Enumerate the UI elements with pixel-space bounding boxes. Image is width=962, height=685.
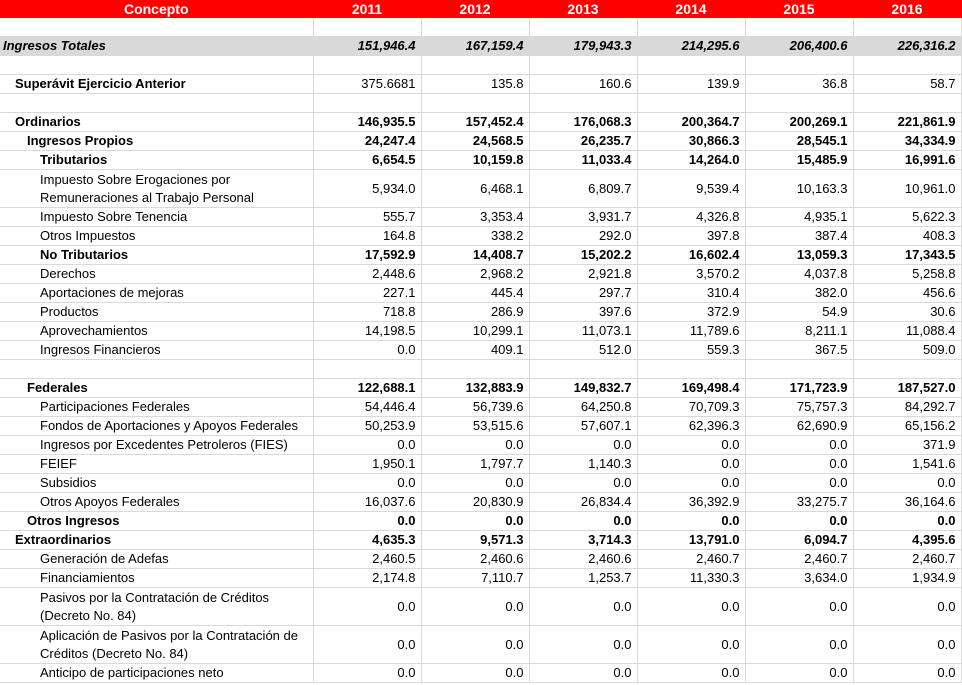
value-cell: 13,791.0 xyxy=(637,531,745,550)
header-year: 2011 xyxy=(313,0,421,18)
value-cell: 10,163.3 xyxy=(745,170,853,208)
value-cell: 146,935.5 xyxy=(313,113,421,132)
row-label: Otros Impuestos xyxy=(0,227,313,246)
value-cell: 0.0 xyxy=(637,455,745,474)
value-cell: 4,395.6 xyxy=(853,531,961,550)
value-cell: 26,235.7 xyxy=(529,132,637,151)
empty-cell xyxy=(529,360,637,379)
empty-cell xyxy=(529,94,637,113)
table-row xyxy=(0,436,961,455)
value-cell: 36.8 xyxy=(745,75,853,94)
value-cell: 54.9 xyxy=(745,303,853,322)
value-cell: 3,931.7 xyxy=(529,208,637,227)
value-cell: 54,446.4 xyxy=(313,398,421,417)
row-label: Ingresos Totales xyxy=(0,37,313,56)
value-cell: 24,568.5 xyxy=(421,132,529,151)
value-cell: 16,991.6 xyxy=(853,151,961,170)
value-cell: 2,174.8 xyxy=(313,569,421,588)
value-cell: 62,396.3 xyxy=(637,417,745,436)
value-cell: 0.0 xyxy=(745,455,853,474)
value-cell: 2,448.6 xyxy=(313,265,421,284)
row-label: Superávit Ejercicio Anterior xyxy=(0,75,313,94)
row-label: Extraordinarios xyxy=(0,531,313,550)
row-label: Otros Apoyos Federales xyxy=(0,493,313,512)
value-cell: 1,950.1 xyxy=(313,455,421,474)
row-label: Participaciones Federales xyxy=(0,398,313,417)
value-cell: 214,295.6 xyxy=(637,37,745,56)
table-row xyxy=(0,512,961,531)
value-cell: 0.0 xyxy=(637,474,745,493)
row-label: No Tributarios xyxy=(0,246,313,265)
value-cell: 4,037.8 xyxy=(745,265,853,284)
value-cell: 0.0 xyxy=(313,341,421,360)
value-cell: 0.0 xyxy=(313,626,421,664)
value-cell: 0.0 xyxy=(853,588,961,626)
value-cell: 1,253.7 xyxy=(529,569,637,588)
value-cell: 2,460.7 xyxy=(637,550,745,569)
value-cell: 122,688.1 xyxy=(313,379,421,398)
value-cell: 375.6681 xyxy=(313,75,421,94)
value-cell: 169,498.4 xyxy=(637,379,745,398)
value-cell: 11,330.3 xyxy=(637,569,745,588)
table-row xyxy=(0,284,961,303)
header-row xyxy=(0,0,961,18)
value-cell: 0.0 xyxy=(745,588,853,626)
value-cell: 0.0 xyxy=(745,474,853,493)
empty-cell xyxy=(529,18,637,37)
value-cell: 286.9 xyxy=(421,303,529,322)
value-cell: 0.0 xyxy=(421,626,529,664)
table-row xyxy=(0,569,961,588)
value-cell: 7,110.7 xyxy=(421,569,529,588)
value-cell: 397.6 xyxy=(529,303,637,322)
value-cell: 11,789.6 xyxy=(637,322,745,341)
value-cell: 5,622.3 xyxy=(853,208,961,227)
value-cell: 58.7 xyxy=(853,75,961,94)
row-label: Pasivos por la Contratación de Créditos (Decreto No. 84) xyxy=(0,588,313,626)
value-cell: 8,211.1 xyxy=(745,322,853,341)
value-cell: 62,690.9 xyxy=(745,417,853,436)
value-cell: 14,264.0 xyxy=(637,151,745,170)
value-cell: 75,757.3 xyxy=(745,398,853,417)
value-cell: 24,247.4 xyxy=(313,132,421,151)
value-cell: 0.0 xyxy=(313,588,421,626)
empty-cell xyxy=(313,56,421,75)
value-cell: 135.8 xyxy=(421,75,529,94)
header-concepto: Concepto xyxy=(0,0,313,18)
value-cell: 382.0 xyxy=(745,284,853,303)
row-label: Ordinarios xyxy=(0,113,313,132)
value-cell: 57,607.1 xyxy=(529,417,637,436)
value-cell: 0.0 xyxy=(637,664,745,683)
table-row xyxy=(0,227,961,246)
row-label: Ingresos por Excedentes Petroleros (FIES) xyxy=(0,436,313,455)
empty-cell xyxy=(745,56,853,75)
row-label: FEIEF xyxy=(0,455,313,474)
value-cell: 1,140.3 xyxy=(529,455,637,474)
value-cell: 17,343.5 xyxy=(853,246,961,265)
table-row xyxy=(0,265,961,284)
value-cell: 292.0 xyxy=(529,227,637,246)
value-cell: 84,292.7 xyxy=(853,398,961,417)
value-cell: 0.0 xyxy=(637,512,745,531)
value-cell: 397.8 xyxy=(637,227,745,246)
value-cell: 151,946.4 xyxy=(313,37,421,56)
value-cell: 367.5 xyxy=(745,341,853,360)
row-label: Impuesto Sobre Erogaciones por Remuneraciones al Trabajo Personal xyxy=(0,170,313,208)
table-row xyxy=(0,417,961,436)
value-cell: 16,037.6 xyxy=(313,493,421,512)
table-row xyxy=(0,132,961,151)
table-row xyxy=(0,588,961,626)
value-cell: 10,159.8 xyxy=(421,151,529,170)
value-cell: 4,326.8 xyxy=(637,208,745,227)
value-cell: 555.7 xyxy=(313,208,421,227)
value-cell: 512.0 xyxy=(529,341,637,360)
value-cell: 206,400.6 xyxy=(745,37,853,56)
spacer-row xyxy=(0,56,961,75)
header-year: 2015 xyxy=(745,0,853,18)
value-cell: 15,202.2 xyxy=(529,246,637,265)
table-row xyxy=(0,626,961,664)
row-label: Otros Ingresos xyxy=(0,512,313,531)
value-cell: 34,334.9 xyxy=(853,132,961,151)
value-cell: 0.0 xyxy=(421,474,529,493)
value-cell: 445.4 xyxy=(421,284,529,303)
value-cell: 3,570.2 xyxy=(637,265,745,284)
table-row xyxy=(0,341,961,360)
value-cell: 0.0 xyxy=(421,664,529,683)
table-row xyxy=(0,322,961,341)
value-cell: 160.6 xyxy=(529,75,637,94)
value-cell: 6,468.1 xyxy=(421,170,529,208)
value-cell: 0.0 xyxy=(421,512,529,531)
value-cell: 4,635.3 xyxy=(313,531,421,550)
value-cell: 2,460.7 xyxy=(745,550,853,569)
empty-cell xyxy=(637,94,745,113)
table-row xyxy=(0,113,961,132)
value-cell: 0.0 xyxy=(637,436,745,455)
spacer-row xyxy=(0,18,961,37)
value-cell: 50,253.9 xyxy=(313,417,421,436)
value-cell: 0.0 xyxy=(745,436,853,455)
header-year: 2014 xyxy=(637,0,745,18)
value-cell: 30,866.3 xyxy=(637,132,745,151)
value-cell: 10,961.0 xyxy=(853,170,961,208)
value-cell: 0.0 xyxy=(313,512,421,531)
value-cell: 2,460.7 xyxy=(853,550,961,569)
table-row xyxy=(0,151,961,170)
value-cell: 164.8 xyxy=(313,227,421,246)
value-cell: 718.8 xyxy=(313,303,421,322)
value-cell: 5,258.8 xyxy=(853,265,961,284)
value-cell: 139.9 xyxy=(637,75,745,94)
value-cell: 372.9 xyxy=(637,303,745,322)
header-year: 2013 xyxy=(529,0,637,18)
value-cell: 167,159.4 xyxy=(421,37,529,56)
empty-cell xyxy=(421,94,529,113)
value-cell: 26,834.4 xyxy=(529,493,637,512)
value-cell: 187,527.0 xyxy=(853,379,961,398)
value-cell: 6,654.5 xyxy=(313,151,421,170)
value-cell: 221,861.9 xyxy=(853,113,961,132)
value-cell: 2,968.2 xyxy=(421,265,529,284)
value-cell: 200,364.7 xyxy=(637,113,745,132)
value-cell: 0.0 xyxy=(529,436,637,455)
row-label: Aprovechamientos xyxy=(0,322,313,341)
value-cell: 0.0 xyxy=(529,474,637,493)
spacer-row xyxy=(0,360,961,379)
table-row xyxy=(0,246,961,265)
row-label: Generación de Adefas xyxy=(0,550,313,569)
value-cell: 53,515.6 xyxy=(421,417,529,436)
value-cell: 9,571.3 xyxy=(421,531,529,550)
table-row xyxy=(0,303,961,322)
value-cell: 65,156.2 xyxy=(853,417,961,436)
value-cell: 36,392.9 xyxy=(637,493,745,512)
table-row xyxy=(0,531,961,550)
empty-cell xyxy=(853,18,961,37)
value-cell: 149,832.7 xyxy=(529,379,637,398)
value-cell: 3,353.4 xyxy=(421,208,529,227)
value-cell: 3,634.0 xyxy=(745,569,853,588)
row-label: Fondos de Aportaciones y Apoyos Federales xyxy=(0,417,313,436)
value-cell: 0.0 xyxy=(421,436,529,455)
empty-cell xyxy=(745,18,853,37)
row-label: Federales xyxy=(0,379,313,398)
value-cell: 0.0 xyxy=(637,626,745,664)
value-cell: 2,460.6 xyxy=(421,550,529,569)
value-cell: 2,460.5 xyxy=(313,550,421,569)
value-cell: 0.0 xyxy=(745,664,853,683)
row-label: Productos xyxy=(0,303,313,322)
value-cell: 33,275.7 xyxy=(745,493,853,512)
value-cell: 0.0 xyxy=(853,664,961,683)
empty-cell xyxy=(745,94,853,113)
value-cell: 0.0 xyxy=(853,474,961,493)
value-cell: 1,934.9 xyxy=(853,569,961,588)
value-cell: 0.0 xyxy=(313,664,421,683)
empty-cell xyxy=(313,360,421,379)
value-cell: 14,198.5 xyxy=(313,322,421,341)
value-cell: 559.3 xyxy=(637,341,745,360)
empty-cell xyxy=(853,360,961,379)
value-cell: 0.0 xyxy=(421,588,529,626)
row-label: Aportaciones de mejoras xyxy=(0,284,313,303)
header-year: 2016 xyxy=(853,0,961,18)
table-row xyxy=(0,75,961,94)
value-cell: 64,250.8 xyxy=(529,398,637,417)
row-label: Ingresos Propios xyxy=(0,132,313,151)
table-row xyxy=(0,170,961,208)
empty-cell xyxy=(637,360,745,379)
value-cell: 409.1 xyxy=(421,341,529,360)
value-cell: 2,460.6 xyxy=(529,550,637,569)
value-cell: 30.6 xyxy=(853,303,961,322)
value-cell: 17,592.9 xyxy=(313,246,421,265)
value-cell: 10,299.1 xyxy=(421,322,529,341)
value-cell: 14,408.7 xyxy=(421,246,529,265)
value-cell: 338.2 xyxy=(421,227,529,246)
value-cell: 0.0 xyxy=(313,474,421,493)
value-cell: 0.0 xyxy=(745,626,853,664)
empty-cell xyxy=(0,18,313,37)
value-cell: 28,545.1 xyxy=(745,132,853,151)
value-cell: 4,935.1 xyxy=(745,208,853,227)
value-cell: 13,059.3 xyxy=(745,246,853,265)
value-cell: 171,723.9 xyxy=(745,379,853,398)
value-cell: 0.0 xyxy=(637,588,745,626)
value-cell: 70,709.3 xyxy=(637,398,745,417)
table-row xyxy=(0,493,961,512)
spacer-row xyxy=(0,94,961,113)
value-cell: 0.0 xyxy=(529,664,637,683)
table-row xyxy=(0,37,961,56)
value-cell: 20,830.9 xyxy=(421,493,529,512)
table-row xyxy=(0,550,961,569)
value-cell: 5,934.0 xyxy=(313,170,421,208)
empty-cell xyxy=(421,18,529,37)
value-cell: 408.3 xyxy=(853,227,961,246)
value-cell: 310.4 xyxy=(637,284,745,303)
row-label: Tributarios xyxy=(0,151,313,170)
empty-cell xyxy=(853,94,961,113)
value-cell: 297.7 xyxy=(529,284,637,303)
table-row xyxy=(0,474,961,493)
empty-cell xyxy=(421,56,529,75)
value-cell: 6,809.7 xyxy=(529,170,637,208)
empty-cell xyxy=(637,56,745,75)
header-year: 2012 xyxy=(421,0,529,18)
value-cell: 56,739.6 xyxy=(421,398,529,417)
value-cell: 0.0 xyxy=(313,436,421,455)
row-label: Ingresos Financieros xyxy=(0,341,313,360)
row-label: Financiamientos xyxy=(0,569,313,588)
empty-cell xyxy=(0,360,313,379)
value-cell: 200,269.1 xyxy=(745,113,853,132)
value-cell: 2,921.8 xyxy=(529,265,637,284)
value-cell: 16,602.4 xyxy=(637,246,745,265)
row-label: Anticipo de participaciones neto xyxy=(0,664,313,683)
value-cell: 9,539.4 xyxy=(637,170,745,208)
value-cell: 36,164.6 xyxy=(853,493,961,512)
value-cell: 387.4 xyxy=(745,227,853,246)
row-label: Derechos xyxy=(0,265,313,284)
value-cell: 1,797.7 xyxy=(421,455,529,474)
value-cell: 0.0 xyxy=(745,512,853,531)
value-cell: 11,088.4 xyxy=(853,322,961,341)
table-row xyxy=(0,455,961,474)
value-cell: 179,943.3 xyxy=(529,37,637,56)
value-cell: 132,883.9 xyxy=(421,379,529,398)
value-cell: 176,068.3 xyxy=(529,113,637,132)
table-body xyxy=(0,18,961,683)
value-cell: 11,073.1 xyxy=(529,322,637,341)
empty-cell xyxy=(313,94,421,113)
empty-cell xyxy=(313,18,421,37)
value-cell: 456.6 xyxy=(853,284,961,303)
value-cell: 11,033.4 xyxy=(529,151,637,170)
empty-cell xyxy=(0,94,313,113)
table-row xyxy=(0,379,961,398)
value-cell: 0.0 xyxy=(853,626,961,664)
table-row xyxy=(0,664,961,683)
row-label: Subsidios xyxy=(0,474,313,493)
value-cell: 371.9 xyxy=(853,436,961,455)
table-row xyxy=(0,208,961,227)
value-cell: 157,452.4 xyxy=(421,113,529,132)
row-label: Aplicación de Pasivos por la Contratación de Créditos (Decreto No. 84) xyxy=(0,626,313,664)
empty-cell xyxy=(745,360,853,379)
empty-cell xyxy=(421,360,529,379)
value-cell: 0.0 xyxy=(529,626,637,664)
value-cell: 227.1 xyxy=(313,284,421,303)
table-row xyxy=(0,398,961,417)
value-cell: 0.0 xyxy=(529,588,637,626)
value-cell: 0.0 xyxy=(853,512,961,531)
value-cell: 1,541.6 xyxy=(853,455,961,474)
value-cell: 6,094.7 xyxy=(745,531,853,550)
value-cell: 15,485.9 xyxy=(745,151,853,170)
value-cell: 226,316.2 xyxy=(853,37,961,56)
value-cell: 509.0 xyxy=(853,341,961,360)
empty-cell xyxy=(529,56,637,75)
row-label: Impuesto Sobre Tenencia xyxy=(0,208,313,227)
value-cell: 0.0 xyxy=(529,512,637,531)
value-cell: 3,714.3 xyxy=(529,531,637,550)
empty-cell xyxy=(853,56,961,75)
empty-cell xyxy=(0,56,313,75)
empty-cell xyxy=(637,18,745,37)
